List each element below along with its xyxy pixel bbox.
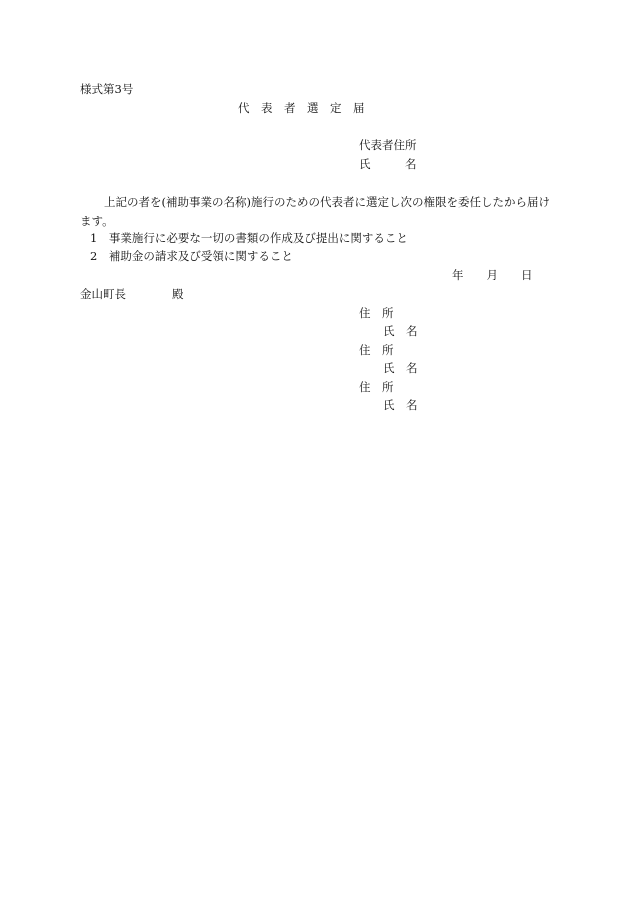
signatory-name-label: 氏 名 [383, 324, 418, 338]
document-title: 代 表 者 選 定 届 [238, 101, 365, 115]
signatory-name-label: 氏 名 [383, 398, 418, 412]
representative-name-label: 氏 名 [359, 157, 417, 171]
signatory-address-label: 住 所 [359, 380, 394, 394]
signatory-name-label: 氏 名 [383, 361, 418, 375]
body-paragraph: 上記の者を(補助事業の名称)施行のための代表者に選定し次の権限を委任したから届けます。 [80, 195, 550, 228]
signatory-address-label: 住 所 [359, 343, 394, 357]
date-line: 年 月 日 [452, 268, 533, 282]
delegated-authority-item: 1 事業施行に必要な一切の書類の作成及び提出に関すること [90, 231, 408, 245]
addressee: 金山町長 殿 [80, 287, 184, 301]
form-number: 様式第3号 [80, 82, 134, 96]
signatory-address-label: 住 所 [359, 306, 394, 320]
representative-address-label: 代表者住所 [359, 138, 417, 152]
delegated-authority-item: 2 補助金の請求及び受領に関すること [90, 249, 293, 263]
